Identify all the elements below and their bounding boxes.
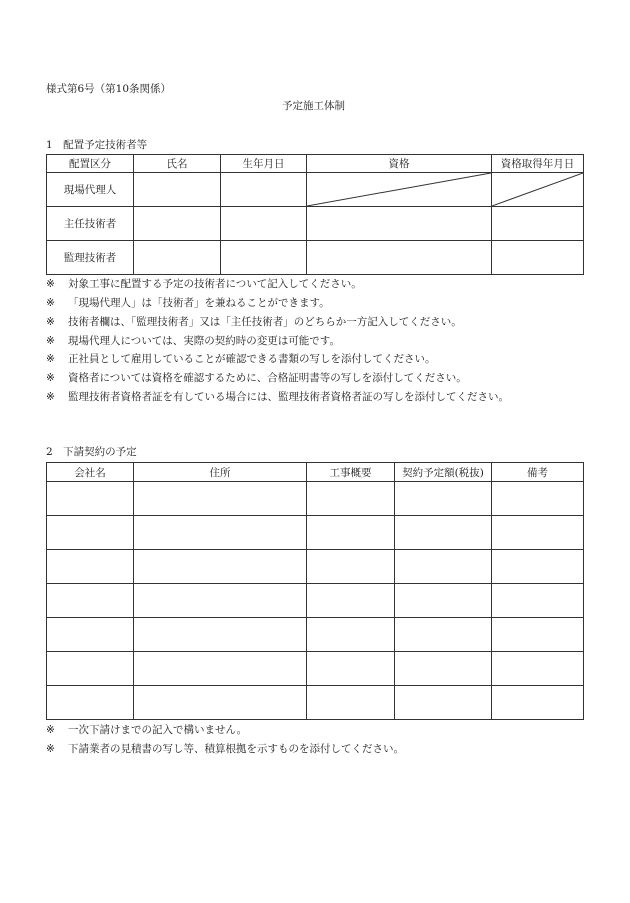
company-cell: [47, 482, 134, 516]
note-mark: ※: [46, 316, 55, 328]
amount-cell: [395, 550, 492, 584]
work-summary-cell: [307, 482, 395, 516]
note-mark: ※: [46, 743, 55, 755]
remarks-cell: [492, 686, 584, 720]
amount-cell: [395, 618, 492, 652]
note-mark: ※: [46, 372, 55, 384]
qualification-date-cell: [492, 207, 584, 241]
company-cell: [47, 550, 134, 584]
section2-heading: 2 下請契約の予定: [46, 446, 137, 458]
header-cell: 生年月日: [221, 155, 307, 173]
work-summary-cell: [307, 550, 395, 584]
table-row: [47, 550, 584, 584]
remarks-cell: [492, 482, 584, 516]
header-cell: 資格取得年月日: [492, 155, 584, 173]
table-row: [47, 482, 584, 516]
note-item: [46, 371, 467, 385]
name-cell: [134, 207, 221, 241]
amount-cell: [395, 686, 492, 720]
birthdate-cell: [221, 173, 307, 207]
note-item: [46, 315, 462, 329]
work-summary-cell: [307, 652, 395, 686]
note-mark: ※: [46, 391, 55, 403]
note-item: [46, 723, 247, 737]
birthdate-cell: [221, 241, 307, 275]
note-mark: ※: [46, 724, 55, 736]
address-cell: [134, 618, 307, 652]
address-cell: [134, 584, 307, 618]
address-cell: [134, 516, 307, 550]
amount-cell: [395, 652, 492, 686]
note-text: 「現場代理人」は「技術者」を兼ねることができます。: [68, 297, 330, 309]
qualification-cell: [307, 207, 492, 241]
qualification-cell-crossed: [307, 173, 492, 207]
address-cell: [134, 550, 307, 584]
header-cell: 氏名: [134, 155, 221, 173]
note-mark: ※: [46, 335, 55, 347]
qualification-cell: [307, 241, 492, 275]
note-item: [46, 742, 404, 756]
note-item: [46, 390, 509, 404]
amount-cell: [395, 516, 492, 550]
note-text: 監理技術者資格者証を有している場合には、監理技術者資格者証の写しを添付してください。: [68, 391, 509, 403]
address-cell: [134, 652, 307, 686]
note-text: 技術者欄は、「監理技術者」又は「主任技術者」のどちらか一方記入してください。: [68, 316, 462, 328]
remarks-cell: [492, 550, 584, 584]
remarks-cell: [492, 516, 584, 550]
note-text: 一次下請けまでの記入で構いません。: [68, 724, 248, 736]
company-cell: [47, 652, 134, 686]
note-text: 対象工事に配置する予定の技術者について記入してください。: [68, 278, 362, 290]
table-row: [47, 516, 584, 550]
note-mark: ※: [46, 278, 55, 290]
company-cell: [47, 516, 134, 550]
technician-table: [46, 154, 584, 275]
note-mark: ※: [46, 353, 55, 365]
remarks-cell: [492, 584, 584, 618]
row-label: 主任技術者: [47, 207, 134, 241]
page-title: 予定施工体制: [282, 100, 345, 112]
address-cell: [134, 686, 307, 720]
remarks-cell: [492, 652, 584, 686]
work-summary-cell: [307, 584, 395, 618]
table-row: [47, 584, 584, 618]
header-cell: 配置区分: [47, 155, 134, 173]
header-cell: 会社名: [47, 463, 134, 482]
work-summary-cell: [307, 686, 395, 720]
work-summary-cell: [307, 618, 395, 652]
diagonal-slash: [492, 173, 583, 206]
qualification-date-cell-crossed: [492, 173, 584, 207]
company-cell: [47, 686, 134, 720]
header-cell: 契約予定額(税抜): [395, 463, 492, 482]
note-text: 資格者については資格を確認するために、合格証明書等の写しを添付してください。: [68, 372, 467, 384]
table-row: [47, 652, 584, 686]
diagonal-slash: [307, 173, 491, 206]
note-text: 正社員として雇用していることが確認できる書類の写しを添付してください。: [68, 353, 436, 365]
header-cell: 工事概要: [307, 463, 395, 482]
address-cell: [134, 482, 307, 516]
note-item: [46, 352, 436, 366]
row-label: 現場代理人: [47, 173, 134, 207]
company-cell: [47, 584, 134, 618]
form-id: 様式第6号（第10条関係）: [46, 83, 172, 95]
note-item: [46, 334, 340, 348]
header-cell: 資格: [307, 155, 492, 173]
note-mark: ※: [46, 297, 55, 309]
name-cell: [134, 173, 221, 207]
table-row: [47, 618, 584, 652]
work-summary-cell: [307, 516, 395, 550]
company-cell: [47, 618, 134, 652]
table-row: [47, 686, 584, 720]
note-item: [46, 296, 330, 310]
subcontract-table: [46, 462, 584, 720]
qualification-date-cell: [492, 241, 584, 275]
note-item: [46, 277, 362, 291]
note-text: 下請業者の見積書の写し等、積算根拠を示すものを添付してください。: [68, 743, 404, 755]
note-text: 現場代理人については、実際の契約時の変更は可能です。: [68, 335, 340, 347]
amount-cell: [395, 584, 492, 618]
header-cell: 住所: [134, 463, 307, 482]
header-cell: 備考: [492, 463, 584, 482]
section1-heading: 1 配置予定技術者等: [46, 139, 148, 151]
amount-cell: [395, 482, 492, 516]
name-cell: [134, 241, 221, 275]
birthdate-cell: [221, 207, 307, 241]
row-label: 監理技術者: [47, 241, 134, 275]
remarks-cell: [492, 618, 584, 652]
